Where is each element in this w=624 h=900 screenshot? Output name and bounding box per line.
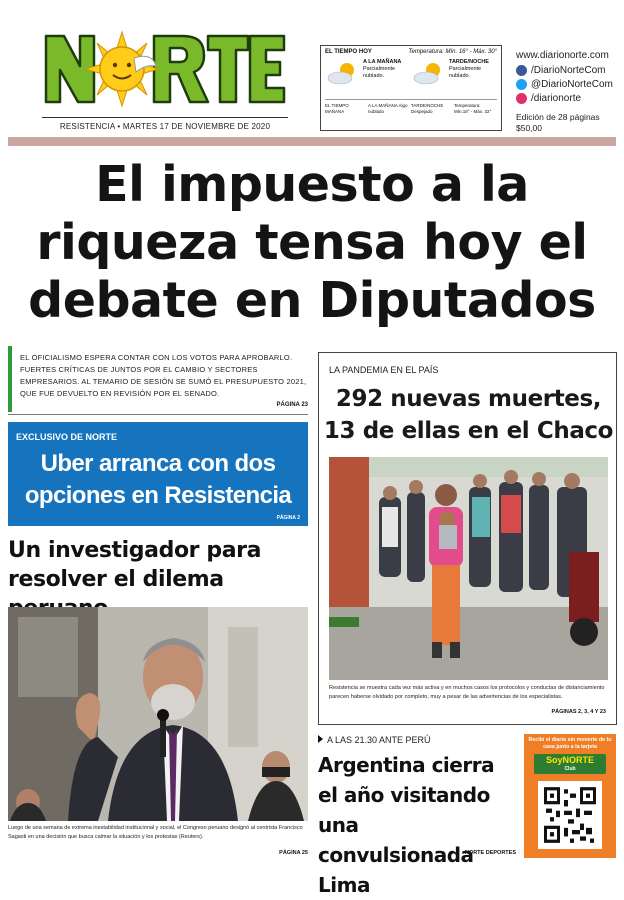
edition-info bbox=[516, 112, 624, 133]
dateline-rule bbox=[42, 117, 288, 118]
sun-icon bbox=[86, 32, 158, 106]
qr-code-icon[interactable] bbox=[538, 781, 602, 849]
street-crowd-photo bbox=[329, 457, 608, 680]
morning-label: A LA MAÑANA bbox=[363, 59, 402, 65]
section-divider bbox=[8, 414, 308, 415]
facebook-icon bbox=[516, 65, 527, 76]
dateline: RESISTENCIA • MARTES 17 DE NOVIEMBRE DE 2020 bbox=[59, 122, 271, 131]
weather-title: EL TIEMPO HOY bbox=[325, 49, 372, 55]
masthead-bar bbox=[8, 137, 616, 146]
argentina-kicker bbox=[318, 735, 431, 745]
soynorte-ad[interactable] bbox=[524, 734, 616, 858]
social-links bbox=[516, 50, 624, 133]
twitter-handle: @DiarioNorteCom bbox=[531, 79, 613, 90]
main-headline-line: debate en Diputados bbox=[28, 272, 596, 329]
arrow-right-icon bbox=[318, 735, 323, 743]
argentina-section-ref: NORTE DEPORTES bbox=[464, 850, 516, 856]
facebook-link[interactable] bbox=[516, 65, 624, 76]
weather-tomorrow-morning: A LA MAÑANA Algo nublado bbox=[368, 103, 408, 114]
pandemia-headline: 292 nuevas muertes, 13 de ellas en el Chaco bbox=[323, 386, 614, 444]
argentina-headline[interactable]: Argentina cierra el año visitando una convulsionada Lima bbox=[318, 753, 495, 897]
ad-brand-name: SoyNORTE bbox=[545, 755, 594, 765]
uber-story[interactable] bbox=[8, 422, 308, 526]
instagram-link[interactable] bbox=[516, 93, 624, 104]
lead-page-ref: PÁGINA 23 bbox=[276, 402, 308, 408]
argentina-kicker-text: A LAS 21.30 ANTE PERÚ bbox=[327, 735, 431, 745]
uber-headline: Uber arranca con dos opciones en Resistencia bbox=[24, 450, 292, 509]
pandemia-page-ref: PÁGINAS 2, 3, 4 Y 23 bbox=[551, 709, 606, 715]
sagasti-photo bbox=[8, 607, 308, 821]
peru-caption: Luego de una semana de extrema inestabilidad institucional y social, el Congreso peruano designó al centrista Francisco Sagasti en una decisión que busca calmar la situación y los protestas (Reuters). bbox=[8, 825, 303, 840]
lead-summary bbox=[8, 346, 308, 412]
ad-text: Recibí el diario sin moverte de tu casa junto a la tarjeta bbox=[528, 737, 612, 750]
edition-price: $50,00 bbox=[516, 122, 542, 133]
weather-tomorrow-night: TARDE/NOCHE Despejado bbox=[411, 103, 444, 114]
morning-desc: Parcialmente nublado. bbox=[363, 65, 396, 79]
ad-brand-club: Club bbox=[564, 766, 576, 772]
night-label: TARDE/NOCHE bbox=[449, 59, 489, 65]
peru-headline[interactable]: Un investigador para resolver el dilema bbox=[8, 538, 262, 592]
peru-page-ref: PÁGINA 25 bbox=[279, 850, 308, 856]
lead-text: EL OFICIALISMO ESPERA CONTAR CON LOS VOTOS PARA APROBARLO. FUERTES CRÍTICAS DE JUNTOS POR EL CAMBIO Y SECTORES EMPRESARIOS. AL TEMARIO DE SESIÓN SE SUMÓ EL PRESUPUESTO 2021, QUE FUE DEVUELTO EN REVISIÓN POR EL SENADO. bbox=[20, 353, 307, 398]
main-headline-line: El impuesto a la bbox=[95, 156, 529, 213]
sun-cloud-icon bbox=[411, 59, 449, 87]
pandemia-kicker: LA PANDEMIA EN EL PAÍS bbox=[329, 365, 439, 375]
ad-brand bbox=[534, 754, 606, 774]
main-headline[interactable] bbox=[8, 156, 616, 330]
facebook-handle: /DiarioNorteCom bbox=[531, 65, 606, 76]
twitter-icon bbox=[516, 79, 527, 90]
website-link[interactable]: www.diarionorte.com bbox=[516, 50, 609, 61]
instagram-handle: /diarionorte bbox=[531, 93, 582, 104]
night-desc: Parcialmente nublado. bbox=[449, 65, 482, 79]
instagram-icon bbox=[516, 93, 527, 104]
weather-box bbox=[320, 45, 502, 131]
uber-page-ref: PÁGINA 2 bbox=[276, 515, 300, 521]
sun-cloud-icon bbox=[325, 59, 363, 87]
twitter-link[interactable] bbox=[516, 79, 624, 90]
masthead bbox=[0, 0, 624, 150]
weather-temperature: Temperatura: Mín. 16° - Máx. 30° bbox=[408, 49, 497, 55]
weather-tomorrow-temp: Temperatura: Mín.18° - Máx. 32° bbox=[454, 103, 492, 114]
uber-kicker: EXCLUSIVO DE NORTE bbox=[16, 432, 118, 442]
pandemia-caption: Resistencia se muestra cada vez más activa y en muchos casos los protocolos y conductas de distanciamiento parecen haberse olvidado por completo, muy a pesar de las advertencias de los especialistas. bbox=[329, 685, 605, 700]
pandemia-story[interactable] bbox=[318, 352, 617, 725]
weather-tomorrow: EL TIEMPO MAÑANA bbox=[325, 103, 349, 114]
edition-pages: Edición de 28 páginas bbox=[516, 112, 600, 122]
norte-logo bbox=[42, 30, 288, 108]
main-headline-line: riqueza tensa hoy el bbox=[36, 214, 588, 271]
